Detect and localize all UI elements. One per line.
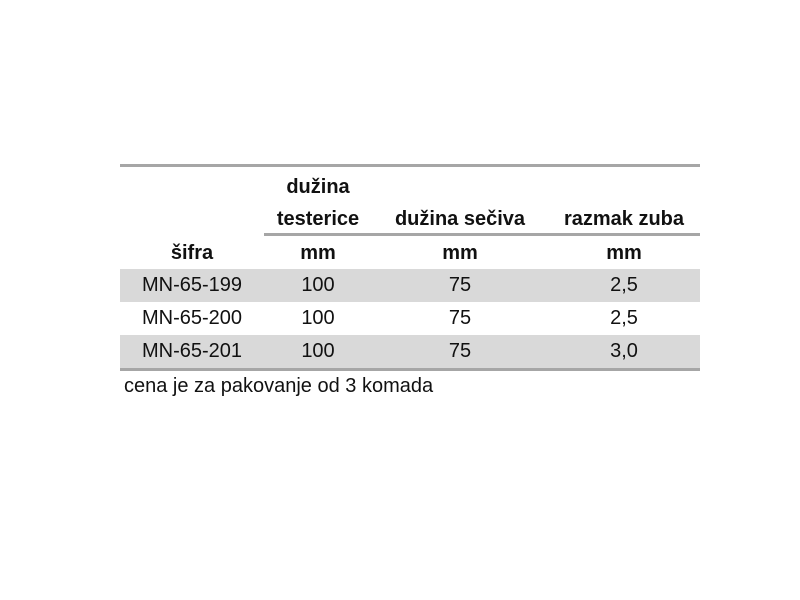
- table-header: [120, 167, 700, 269]
- cell-blade: 75: [448, 307, 472, 329]
- header-sub-rule: [264, 233, 700, 236]
- cell-length: 100: [301, 274, 335, 296]
- cell-spacing: 3,0: [610, 340, 638, 362]
- table-row: [120, 269, 700, 302]
- cell-code: MN-65-200: [141, 307, 243, 329]
- bottom-rule: [120, 368, 700, 371]
- cell-spacing: 2,5: [610, 307, 638, 329]
- header-unit-blade: mm: [442, 242, 478, 264]
- table-row: [120, 335, 700, 368]
- header-length-line1: dužina: [286, 176, 350, 198]
- price-note: cena je za pakovanje od 3 komada: [124, 375, 434, 397]
- header-spacing: razmak zuba: [563, 208, 685, 230]
- cell-code: MN-65-199: [141, 274, 243, 296]
- header-unit-length: mm: [300, 242, 336, 264]
- header-blade: dužina sečiva: [394, 208, 526, 230]
- cell-blade: 75: [448, 274, 472, 296]
- cell-length: 100: [301, 340, 335, 362]
- spec-table: [120, 164, 700, 398]
- cell-code: MN-65-201: [141, 340, 243, 362]
- header-code: šifra: [170, 242, 214, 264]
- cell-spacing: 2,5: [610, 274, 638, 296]
- table-row: [120, 302, 700, 335]
- cell-blade: 75: [448, 340, 472, 362]
- cell-length: 100: [301, 307, 335, 329]
- header-unit-spacing: mm: [606, 242, 642, 264]
- header-length-line2: testerice: [276, 208, 360, 230]
